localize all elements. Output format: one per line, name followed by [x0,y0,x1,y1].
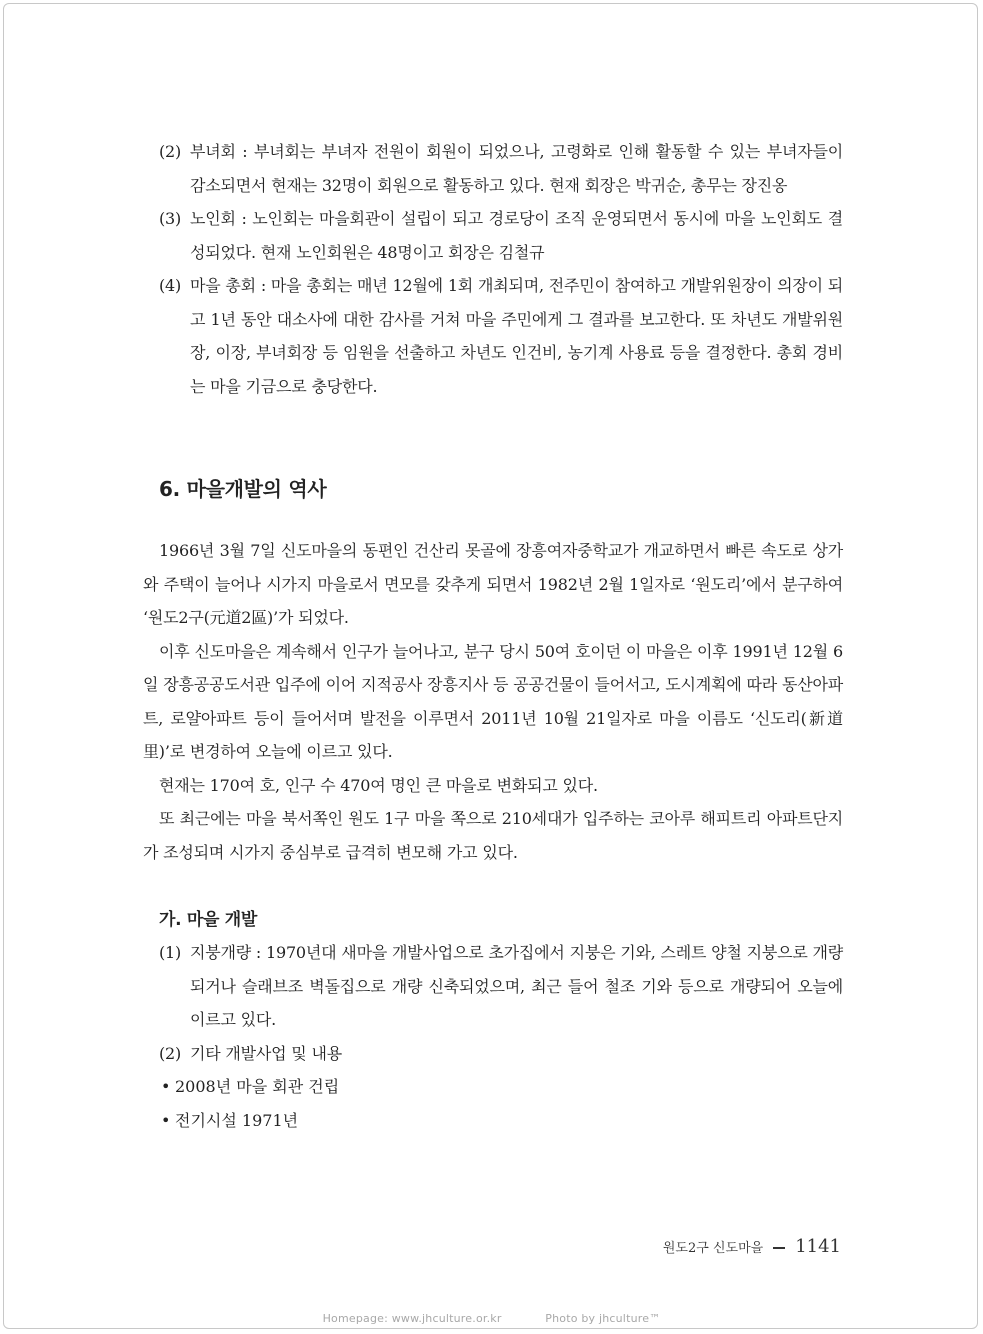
list-item-village-assembly [143,269,843,403]
page-number: 1141 [795,1236,841,1257]
list-item-number: (4) [159,276,182,295]
list-item-text: 기타 개발사업 및 내용 [190,1043,342,1063]
watermark [0,1312,983,1325]
list-item-elderly-association [143,202,843,269]
section-body [143,534,843,869]
running-title: 원도2구 신도마을 [662,1241,764,1256]
watermark-homepage: Homepage: www.jhculture.or.kr [322,1312,502,1325]
list-item-number: (1) [159,943,182,962]
bullet-text: 전기시설 1971년 [175,1110,299,1130]
bullet-item [143,1104,843,1138]
list-item-text: 노인회 : 노인회는 마을회관이 설립이 되고 경로당이 조직 운영되면서 동시에 마을 노인회도 결성되었다. 현재 노인회원은 48명이고 회장은 김철규 [190,209,843,262]
watermark-photo: Photo by jhculture™ [545,1312,661,1325]
bullet-dot: • [161,1077,171,1096]
development-list [143,936,843,1137]
list-item-number: (2) [159,1043,182,1063]
organization-list [143,135,843,403]
list-item-roof-improvement [143,936,843,1037]
bullet-text: 2008년 마을 회관 건립 [175,1077,340,1096]
bullet-item [143,1070,843,1104]
list-item-number: (3) [159,209,182,228]
paragraph: 또 최근에는 마을 북서쪽인 원도 1구 마을 쪽으로 210세대가 입주하는 코아루 해피트리 아파트단지가 조성되며 시가지 중심부로 급격히 변모해 가고 있다. [143,809,843,862]
bullet-dot: • [161,1110,171,1130]
list-item-text: 마을 총회 : 마을 총회는 매년 12월에 1회 개최되며, 전주민이 참여하고 개발위원장이 의장이 되고 1년 동안 대소사에 대한 감사를 거쳐 마을 주민에게 그 결과를 보고한다. 또 차년도 개발위원장, 이장, 부녀회장 등 임원을 선출하고 차년도 인건비, 농기계 사용료 등을 결정한다. 총회 경비는 마을 기금으로 충당한다. [190,276,843,396]
list-item-number: (2) [159,142,182,161]
paragraph: 현재는 170여 호, 인구 수 470여 명인 큰 마을로 변화되고 있다. [159,775,598,795]
document-body [143,135,843,1137]
subsection-title: 가. 마을 개발 [159,910,258,930]
page-footer [663,1236,841,1257]
list-item-women-association [143,135,843,202]
list-item-text: 부녀회 : 부녀회는 부녀자 전원이 회원이 되었으나, 고령화로 인해 활동할 수 있는 부녀자들이 감소되면서 현재는 32명이 회원으로 활동하고 있다. 현재 회장은 박귀순, 총무는 장진옹 [190,142,843,195]
paragraph: 1966년 3월 7일 신도마을의 동편인 건산리 못골에 장흥여자중학교가 개교하면서 빠른 속도로 상가와 주택이 늘어나 시가지 마을로서 면모를 갖추게 되면서 1982년 2월 1일자로 ‘원도리’에서 분구하여 ‘원도2구(元道2區)’가 되었다. [143,541,843,627]
paragraph: 이후 신도마을은 계속해서 인구가 늘어나고, 분구 당시 50여 호이던 이 마을은 이후 1991년 12월 6일 장흥공공도서관 입주에 이어 지적공사 장흥지사 등 공공건물이 들어서고, 도시계획에 따라 동산아파트, 로얄아파트 등이 들어서며 발전을 이루면서 2011년 10월 21일자로 마을 이름도 ‘신도리(新道里)’로 변경하여 오늘에 이르고 있다. [143,641,843,761]
list-item-text: 지붕개량 : 1970년대 새마을 개발사업으로 초가집에서 지붕은 기와, 스레트 양철 지붕으로 개량되거나 슬래브조 벽돌집으로 개량 신축되었으며, 최근 들어 철조 기와 등으로 개량되어 오늘에 이르고 있다. [190,943,843,1029]
list-item-other-projects [143,1037,843,1071]
footer-dash [773,1247,785,1249]
section-title: 6. 마을개발의 역사 [159,477,327,501]
